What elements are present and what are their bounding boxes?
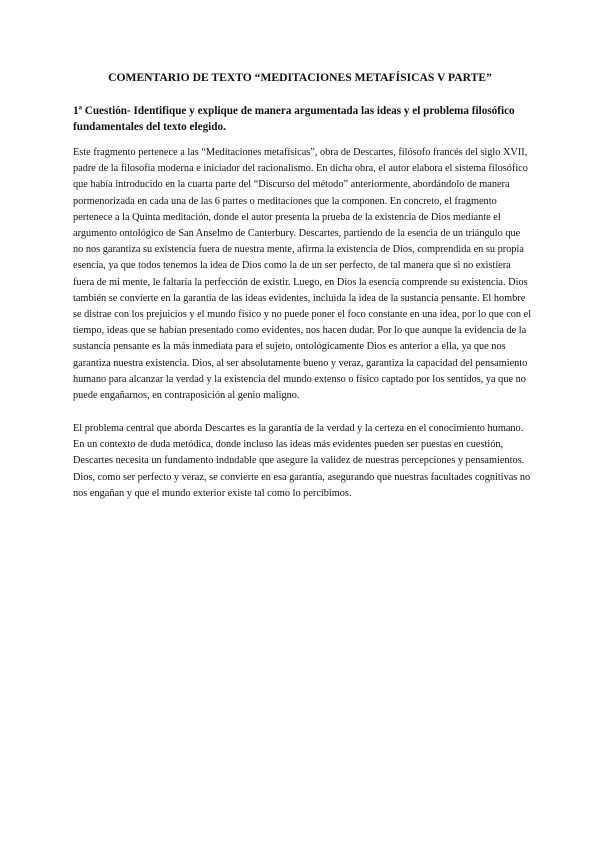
paragraph-1: Este fragmento pertenece a las “Meditaciones metafísicas”, obra de Descartes, filósofo francés del siglo XVII, padre de la filosofía moderna e iniciador del racionalismo. En dicha obra, el autor elabora el sistema filosófico que había introducido en la cuarta parte del “Discurso del método” anteriormente, abordándolo de manera pormenorizada en cada una de las 6 partes o meditaciones que la componen. En concreto, el fragmento pertenece a la Quinta meditación, donde el autor presenta la prueba de la existencia de Dios mediante el argumento ontológico de San Anselmo de Canterbury. Descartes, partiendo de la esencia de un triángulo que no nos garantiza su existencia fuera de nuestra mente, afirma la existencia de Dios, comprendida en su propia esencia, ya que todos tenemos la idea de Dios como la de un ser perfecto, de tal manera que si no existiera fuera de mi mente, le faltaría la perfección de existir. Luego, en Dios la esencia comprende su existencia. Dios también se convierte en la garantía de las ideas evidentes, incluida la idea de la sustancia pensante. El hombre se distrae con los prejuicios y el mundo físico y no puede poner el foco constante en una idea, por lo que con el tiempo, ideas que se habían presentado como evidentes, nos hacen dudar. Por lo que aunque la evidencia de la sustancia pensante es la más inmediata para el sujeto, ontológicamente Dios es anterior a ella, ya que nos garantiza nuestra existencia. Dios, al ser absolutamente bueno y veraz, garantiza la capacidad del pensamiento humano para alcanzar la verdad y la existencia del mundo extenso o físico captado por los sentidos, ya que no puede engañarnos, en contraposición al genio maligno. bbox=[73, 147, 532, 402]
document-title: COMENTARIO DE TEXTO “MEDITACIONES METAFÍSICAS V PARTE” bbox=[108, 71, 492, 84]
question-heading: 1ª Cuestión- Identifique y explique de manera argumentada las ideas y el problema filosófico fundamentales del texto elegido. bbox=[73, 105, 515, 133]
paragraph-2: El problema central que aborda Descartes es la garantía de la verdad y la certeza en el conocimiento humano. En un contexto de duda metódica, donde incluso las ideas más evidentes pueden ser puestas en cuestión, Descartes necesita un fundamento indudable que asegure la validez de nuestras percepciones y pensamientos. Dios, como ser perfecto y veraz, se convierte en esa garantía, asegurando que nuestras facultades cognitivas no nos engañan y que el mundo exterior existe tal como lo percibimos. bbox=[73, 423, 531, 499]
